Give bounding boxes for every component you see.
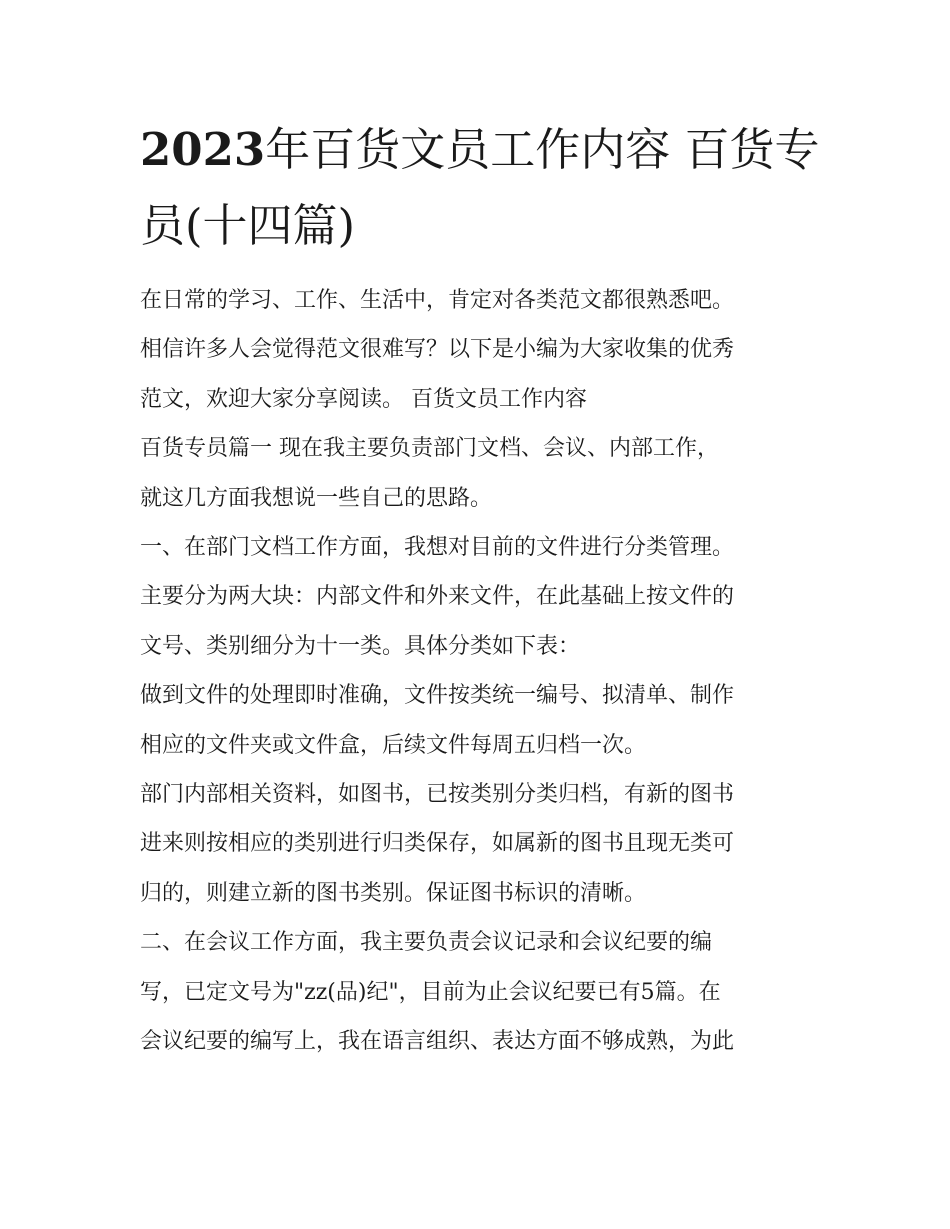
text-line: 相信许多人会觉得范文很难写？以下是小编为大家收集的优秀 (140, 337, 735, 363)
text-line: 就这几方面我想说一些自己的思路。 (140, 485, 493, 511)
text-line: 在日常的学习、工作、生活中，肯定对各类范文都很熟悉吧。 (140, 288, 735, 313)
text-line: 一、在部门文档工作方面，我想对目前的文件进行分类管理。 (140, 535, 735, 561)
text-line: 百货专员篇一 现在我主要负责部门文档、会议、内部工作， (140, 436, 719, 462)
text-line: 会议纪要的编写上，我在语言组织、表达方面不够成熟，为此 (140, 1029, 735, 1055)
paragraph-intro (140, 276, 820, 424)
paragraph-meetings (140, 918, 820, 1066)
text-line: 范文，欢迎大家分享阅读。 百货文员工作内容 (140, 386, 587, 412)
paragraph-books (140, 770, 820, 918)
text-line: 文号、类别细分为十一类。具体分类如下表： (140, 633, 581, 659)
text-line: 主要分为两大块：内部文件和外来文件，在此基础上按文件的 (140, 584, 735, 610)
document-body (140, 276, 820, 1067)
text-line: 二、在会议工作方面，我主要负责会议记录和会议纪要的编 (140, 930, 713, 956)
title-text: 年百货文员工作内容 百货专员(十四篇) (140, 123, 820, 252)
text-line: 相应的文件夹或文件盒，后续文件每周五归档一次。 (140, 732, 647, 758)
paragraph-filing (140, 671, 820, 770)
text-line: 部门内部相关资料，如图书，已按类别分类归档，有新的图书 (140, 782, 735, 808)
text-line: 写，已定文号为"zz(品)纪"，目前为止会议纪要已有5篇。在 (140, 979, 721, 1005)
document-title (140, 112, 820, 264)
text-line: 进来则按相应的类别进行归类保存，如属新的图书且现无类可 (140, 831, 735, 857)
paragraph-document-work (140, 523, 820, 671)
paragraph-section-one (140, 424, 820, 523)
title-year: 2023 (140, 123, 266, 176)
text-line: 做到文件的处理即时准确，文件按类统一编号、拟清单、制作 (140, 683, 735, 709)
text-line: 归的，则建立新的图书类别。保证图书标识的清晰。 (140, 880, 647, 906)
